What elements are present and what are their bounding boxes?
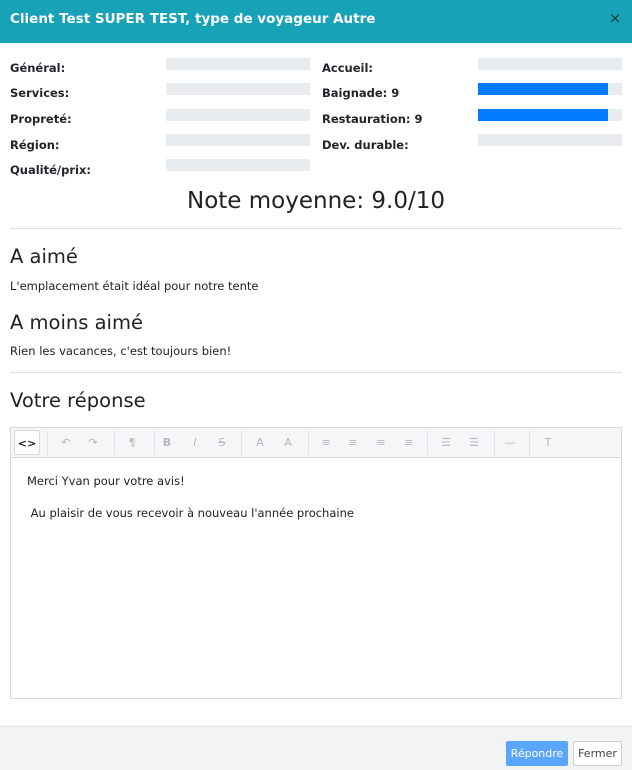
numbered-list-icon[interactable]: ☰ [469,436,479,449]
toolbar-separator [241,431,242,455]
disliked-title: A moins aimé [10,311,143,334]
reply-button[interactable]: Répondre [506,741,568,766]
average-score: Note moyenne: 9.0/10 [187,188,445,214]
rating-bar-services [166,83,310,95]
rating-bar-fill [478,83,608,95]
rating-label-restauration: Restauration: 9 [322,112,423,126]
modal-title: Client Test SUPER TEST, type de voyageur Autre [10,11,376,27]
rating-label-accueil: Accueil: [322,61,374,75]
align-center-icon[interactable]: ≡ [348,436,358,449]
rating-bar-dev-durable [478,134,622,146]
response-editor[interactable] [10,427,622,699]
modal-header [0,0,632,43]
modal-footer [0,726,632,770]
rating-bar-qualite-prix [166,159,310,171]
rating-label-baignade: Baignade: 9 [322,86,400,100]
justify-icon[interactable]: ≡ [404,436,414,449]
rating-label-general: Général: [10,61,66,75]
toolbar-separator [308,431,309,455]
rating-bar-baignade [478,83,622,95]
close-icon[interactable]: × [608,9,622,27]
toolbar-separator [47,431,48,455]
toolbar-separator [427,431,428,455]
rating-label-qualite-prix: Qualité/prix: [10,163,91,177]
rating-bar-fill [478,109,608,121]
redo-icon[interactable]: ↷ [88,436,98,449]
editor-toolbar [11,428,621,458]
editor-content[interactable] [27,474,607,520]
bullet-list-icon[interactable]: ☰ [441,436,451,449]
rating-bar-accueil [478,58,622,70]
rating-label-dev-durable: Dev. durable: [322,138,409,152]
code-view-icon[interactable]: <> [14,430,40,455]
superscript-icon[interactable]: A [256,436,264,449]
rating-bar-general [166,58,310,70]
subscript-icon[interactable]: A [284,436,292,449]
liked-text: L'emplacement était idéal pour notre tente [10,279,259,293]
rating-bar-proprete [166,109,310,121]
rating-bar-region [166,134,310,146]
disliked-text: Rien les vacances, c'est toujours bien! [10,344,232,358]
toolbar-separator [114,431,115,455]
paragraph-format-icon[interactable]: ¶ [128,436,136,449]
toolbar-separator [494,431,495,455]
divider [10,372,622,373]
align-right-icon[interactable]: ≡ [376,436,386,449]
editor-line[interactable]: Au plaisir de vous recevoir à nouveau l'année prochaine [27,506,354,520]
rating-label-proprete: Propreté: [10,112,72,126]
close-button[interactable]: Fermer [573,741,622,766]
rating-bar-restauration [478,109,622,121]
rating-label-region: Région: [10,138,60,152]
divider [10,228,622,229]
liked-title: A aimé [10,245,78,268]
toolbar-separator [529,431,530,455]
italic-icon[interactable]: I [193,436,197,449]
ratings-grid [0,55,632,180]
editor-line[interactable]: Merci Yvan pour votre avis! [27,474,185,488]
align-left-icon[interactable]: ≡ [321,436,331,449]
undo-icon[interactable]: ↶ [61,436,71,449]
rating-label-services: Services: [10,86,70,100]
strikethrough-icon[interactable]: S [218,436,226,449]
bold-icon[interactable]: B [162,436,172,449]
response-title: Votre réponse [10,389,146,412]
clear-format-icon[interactable]: T [544,436,552,449]
horizontal-rule-icon[interactable]: — [504,436,516,449]
